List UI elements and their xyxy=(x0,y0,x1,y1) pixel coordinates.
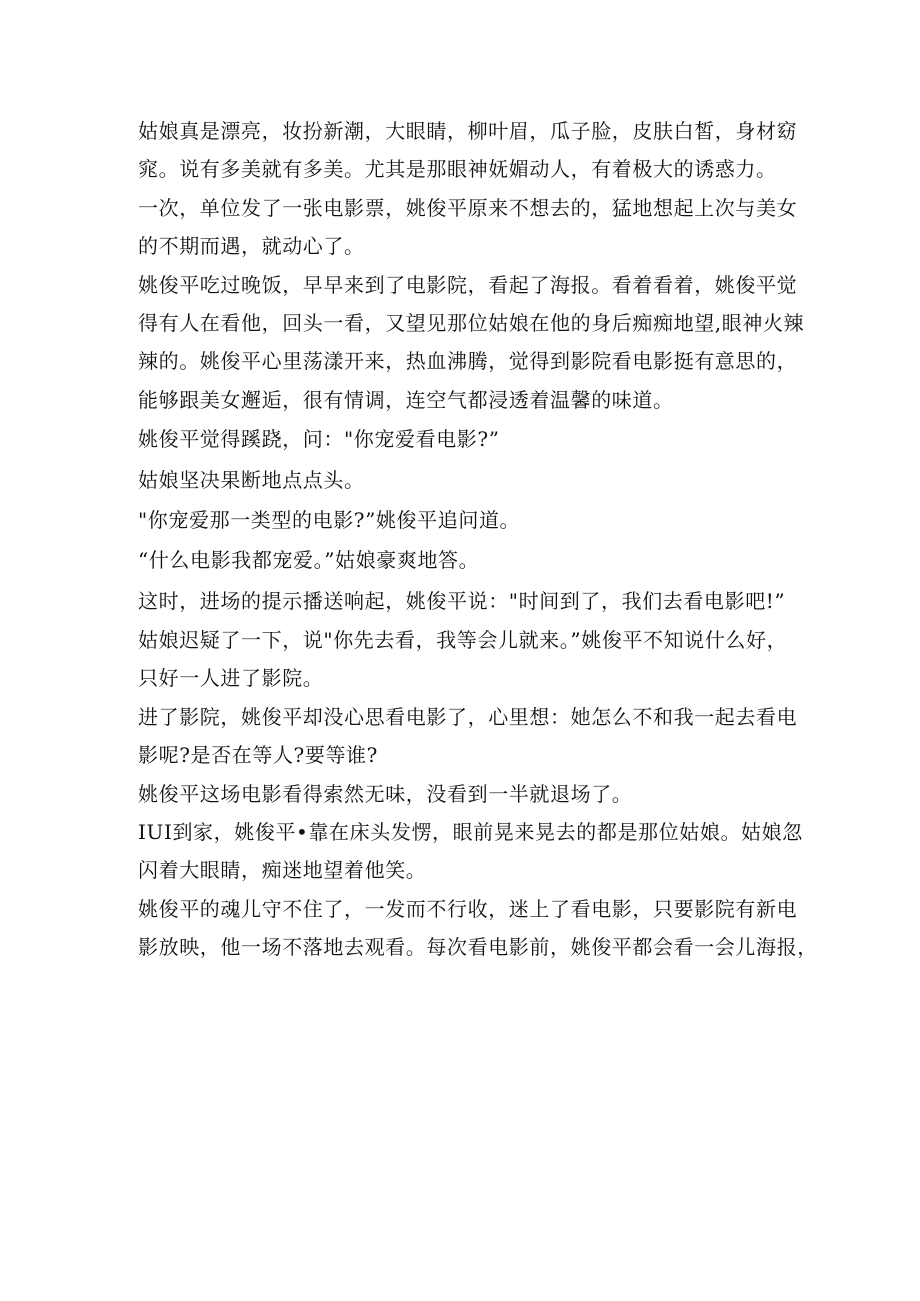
paragraph xyxy=(138,890,818,967)
text-line: 姚俊平觉得蹊跷，问："你宠爱看电影?” xyxy=(138,427,500,452)
paragraph xyxy=(138,813,803,890)
paragraph xyxy=(138,775,798,813)
text-line: 得有人在看他，回头一看，又望见那位姑娘在他的身后痴痴地望,眼神火辣 xyxy=(138,310,805,335)
text-line: 一次，单位发了一张电影票，姚俊平原来不想去的，猛地想起上次与美女 xyxy=(138,195,798,220)
text-line: 只好一人进了影院。 xyxy=(138,666,324,691)
text-line: 窕。说有多美就有多美。尤其是那眼神妩媚动人，有着极大的诱惑力。 xyxy=(138,157,777,182)
text-line: IUI到家，姚俊平•靠在床头发愣，眼前晃来晃去的都是那位姑娘。姑娘忽 xyxy=(138,820,803,845)
text-line: 姑娘坚决果断地点点头。 xyxy=(138,467,365,492)
text-line: 姑娘迟疑了一下，说"你先去看，我等会儿就来。”姚俊平不知说什么好， xyxy=(138,628,788,653)
text-line: 影放映，他一场不落地去观看。每次看电影前，姚俊平都会看一会儿海报， xyxy=(138,935,818,960)
paragraph xyxy=(138,112,798,189)
text-line: 辣的。姚俊平心里荡漾开来，热血沸腾，觉得到影院看电影挺有意思的， xyxy=(138,349,798,374)
text-line: 闪着大眼睛，痴迷地望着他笑。 xyxy=(138,858,427,883)
text-line: “什么电影我都宠爱。”姑娘豪爽地答。 xyxy=(138,548,480,573)
body-text xyxy=(138,112,818,967)
paragraph xyxy=(138,540,798,580)
paragraph xyxy=(138,500,798,540)
text-line: 姚俊平这场电影看得索然无味，没看到一半就退场了。 xyxy=(138,781,633,806)
paragraph xyxy=(138,460,798,500)
paragraph xyxy=(138,419,798,459)
text-line: 这时，进场的提示播送响起，姚俊平说："时间到了，我们去看电影吧!” xyxy=(138,588,786,613)
paragraph xyxy=(138,189,798,266)
text-line: 影呢?是否在等人?要等谁? xyxy=(138,743,378,768)
text-line: 进了影院，姚俊平却没心思看电影了，心里想：她怎么不和我一起去看电 xyxy=(138,704,798,729)
text-line: 姚俊平的魂儿守不住了，一发而不行收，迷上了看电影，只要影院有新电 xyxy=(138,896,798,921)
paragraph xyxy=(138,621,798,698)
text-line: 姚俊平吃过晚饭，早早来到了电影院，看起了海报。看着看着，姚俊平觉 xyxy=(138,272,798,297)
paragraph xyxy=(138,581,798,621)
paragraph xyxy=(138,266,805,420)
text-line: 能够跟美女邂逅，很有情调，连空气都浸透着温馨的味道。 xyxy=(138,387,674,412)
text-line: "你宠爱那一类型的电影?”姚俊平追问道。 xyxy=(138,507,521,532)
text-line: 的不期而遇，就动心了。 xyxy=(138,234,365,259)
text-line: 姑娘真是漂亮，妆扮新潮，大眼睛，柳叶眉，瓜子脸，皮肤白皙，身材窈 xyxy=(138,119,798,143)
paragraph xyxy=(138,698,798,775)
